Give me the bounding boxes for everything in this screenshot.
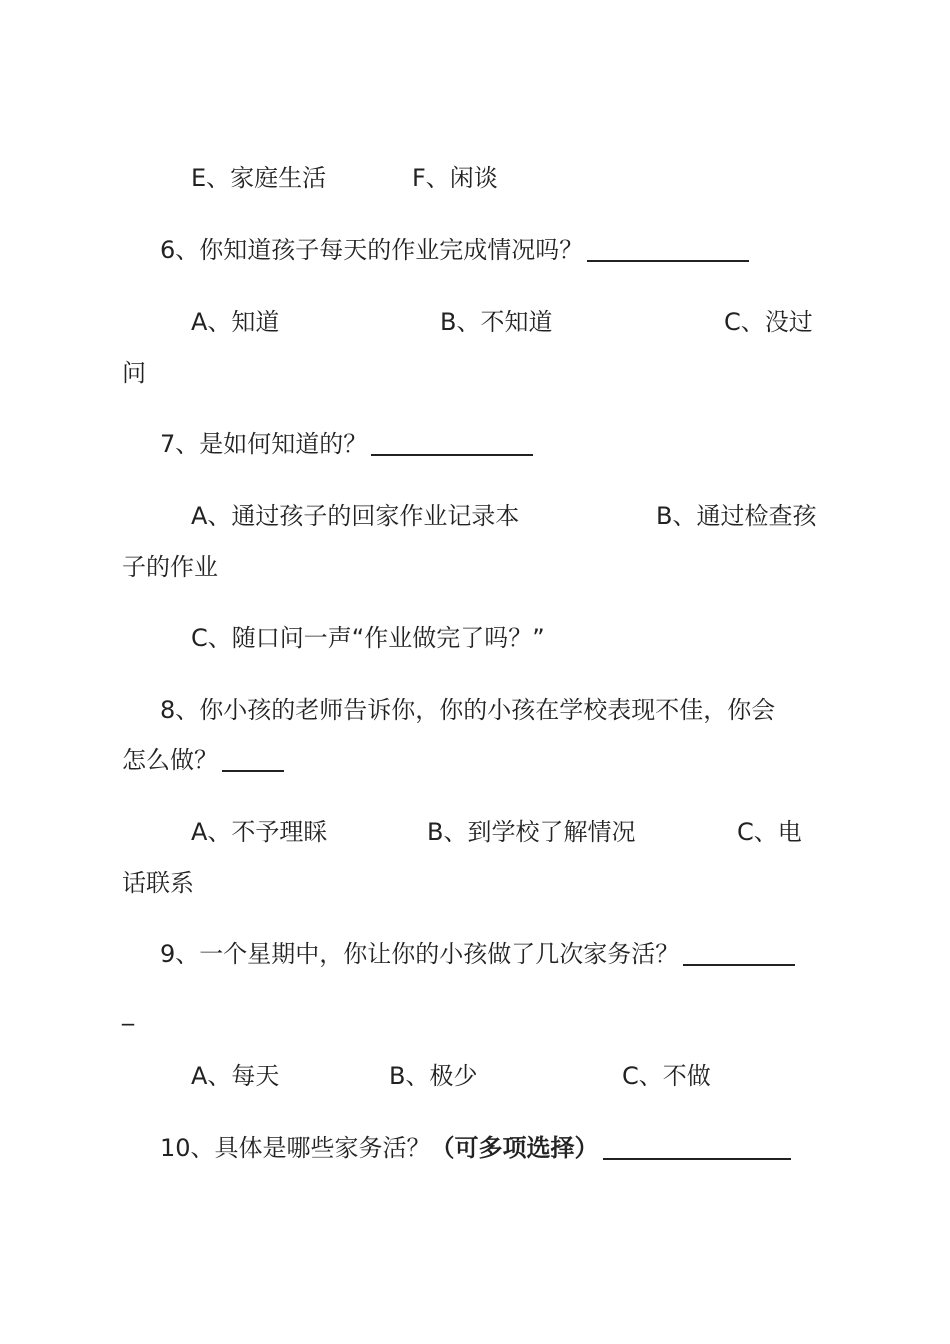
q7-option-c: C、随口问一声“作业做完了吗？” (191, 624, 545, 652)
q6-option-a: A、知道 (191, 308, 280, 336)
q5-option-e: E、家庭生活 (191, 164, 327, 192)
q6-question (160, 234, 749, 266)
q9-answer-blank (683, 940, 795, 966)
q8-option-c-continued: 话联系 (122, 869, 194, 897)
q7-question (160, 428, 533, 460)
q8-option-b: B、到学校了解情况 (427, 818, 636, 846)
q9-option-c: C、不做 (622, 1062, 711, 1090)
q8-text-continued: 怎么做？ (122, 746, 218, 774)
q10-text: 10、具体是哪些家务活？ (160, 1134, 431, 1162)
q8-answer-blank (222, 746, 284, 772)
q10-answer-blank (603, 1134, 791, 1160)
q6-text: 6、你知道孩子每天的作业完成情况吗？ (160, 236, 584, 264)
q6-option-b: B、不知道 (440, 308, 553, 336)
q9-question (160, 938, 795, 970)
q8-question: 8、你小孩的老师告诉你，你的小孩在学校表现不佳，你会 (160, 696, 776, 724)
q6-option-c: C、没过 (724, 308, 813, 336)
q7-option-b-continued: 子的作业 (122, 553, 218, 581)
q7-answer-blank (371, 430, 533, 456)
q6-answer-blank (587, 236, 749, 262)
q5-option-f: F、闲谈 (412, 164, 498, 192)
q8-question-continued (122, 744, 284, 776)
q7-option-b: B、通过检查孩 (656, 502, 817, 530)
q9-option-b: B、极少 (389, 1062, 478, 1090)
q7-text: 7、是如何知道的？ (160, 430, 368, 458)
q10-question (160, 1132, 791, 1164)
q8-option-a: A、不予理睬 (191, 818, 328, 846)
q6-option-c-continued: 问 (122, 359, 146, 387)
q9-option-a: A、每天 (191, 1062, 280, 1090)
q10-note: （可多项选择） (430, 1134, 599, 1162)
q8-option-c: C、电 (737, 818, 802, 846)
q7-option-a: A、通过孩子的回家作业记录本 (191, 502, 520, 530)
q9-answer-blank-continued: _ (122, 998, 134, 1026)
q9-text: 9、一个星期中，你让你的小孩做了几次家务活？ (160, 940, 680, 968)
